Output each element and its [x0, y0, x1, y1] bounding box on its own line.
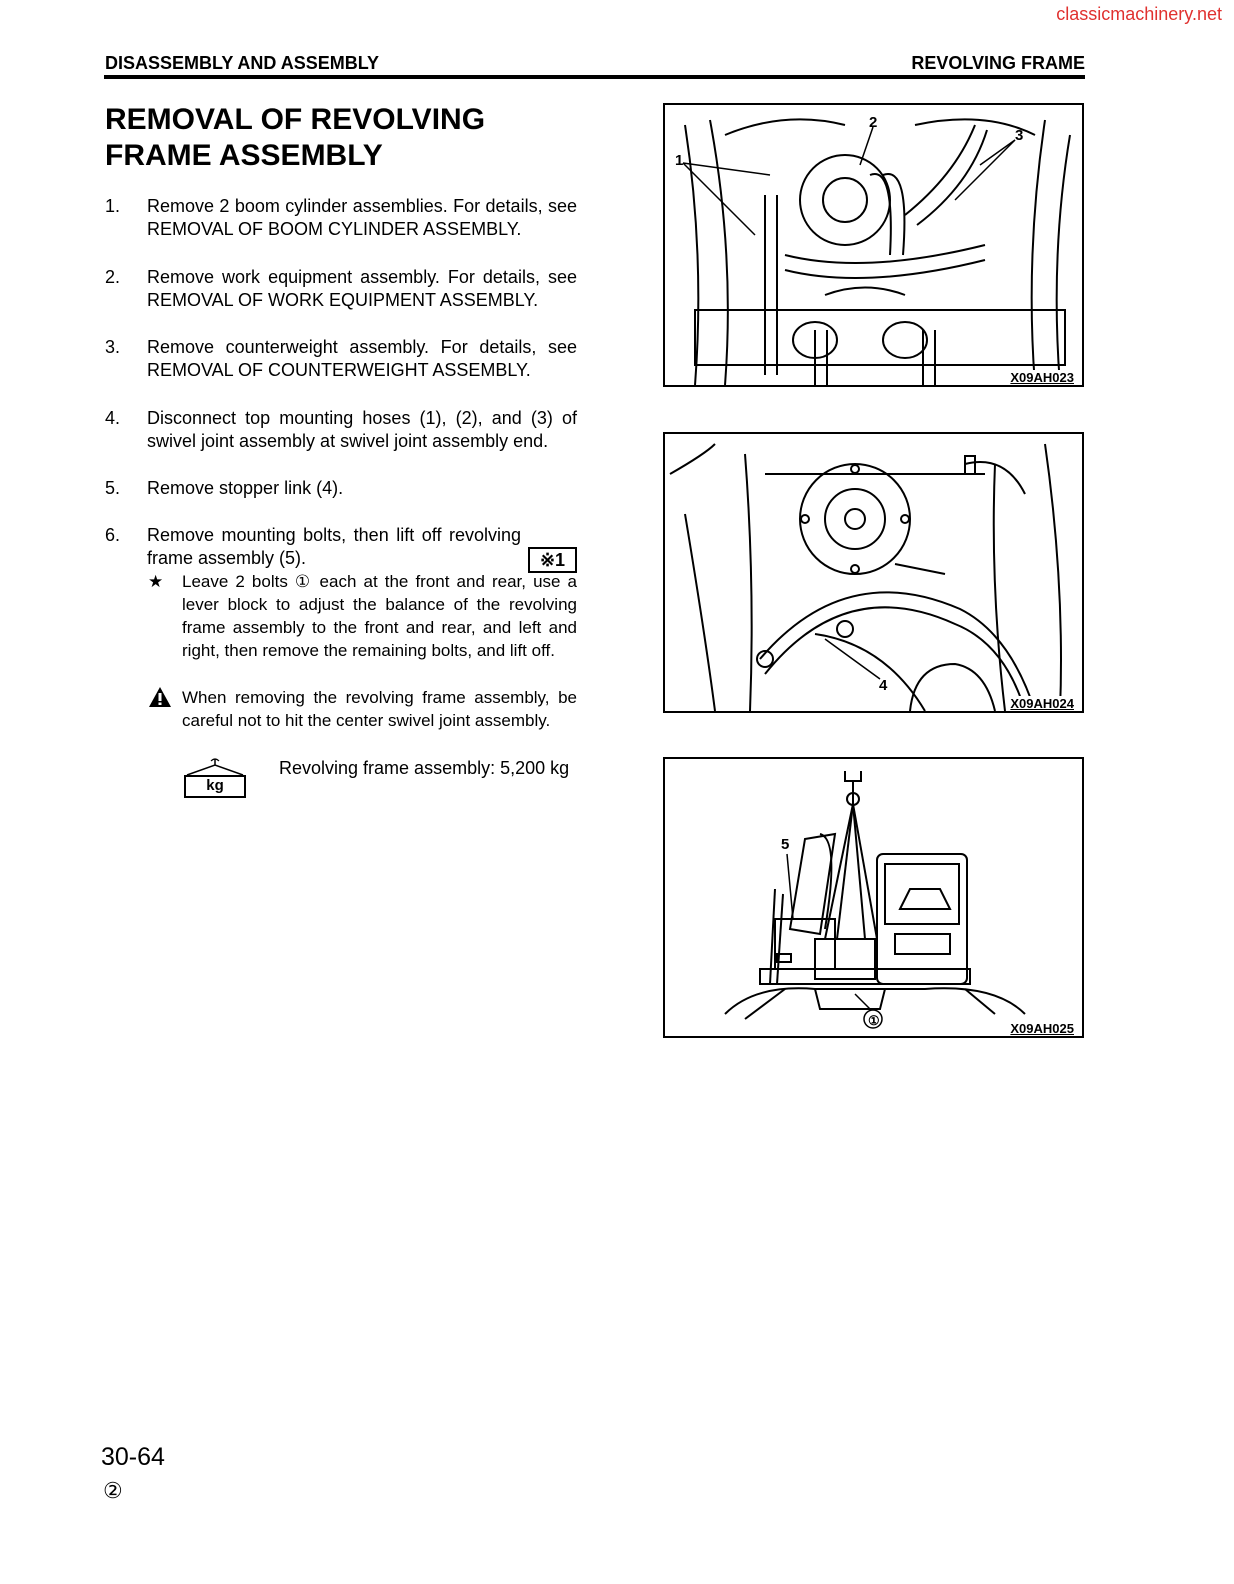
- star-note-text: Leave 2 bolts ① each at the front and rear, use a lever block to adjust the balance of the revolving frame assembly to the front and rear, and left and right, then remove the remaining bolts, and lift off.: [182, 572, 577, 660]
- step-text: Remove mounting bolts, then lift off revolving frame assembly (5).: [147, 525, 521, 568]
- step-6: [105, 524, 577, 572]
- step-3: [105, 336, 577, 384]
- step-text: Remove stopper link (4).: [147, 478, 344, 498]
- callout-2: 2: [869, 114, 878, 131]
- step-5: [105, 477, 577, 501]
- callout-5: 5: [781, 836, 790, 853]
- callout-3: 3: [1015, 127, 1024, 144]
- header-topic-title: REVOLVING FRAME: [911, 53, 1085, 73]
- figure-code: X09AH025: [1010, 1021, 1074, 1036]
- step-text: Disconnect top mounting hoses (1), (2), and (3) of swivel joint assembly at swivel joint assembly end.: [147, 408, 577, 451]
- figure-swivel-hoses: [663, 103, 1084, 387]
- step-number: 5.: [105, 478, 121, 498]
- figure-lift-off: [663, 757, 1084, 1038]
- step-1: [105, 195, 577, 243]
- warning-note: [148, 686, 577, 756]
- step-number: 3.: [105, 337, 121, 357]
- step-text: Remove counterweight assembly. For details, see REMOVAL OF COUNTERWEIGHT ASSEMBLY.: [147, 337, 577, 380]
- weight-icon: [183, 757, 247, 799]
- warning-note-text: When removing the revolving frame assembly, be careful not to hit the center swivel joint assembly.: [182, 688, 577, 730]
- page-title: REMOVAL OF REVOLVING FRAME ASSEMBLY: [105, 103, 486, 172]
- stopper-link-drawing: [665, 434, 1082, 711]
- reference-badge: ※1: [528, 547, 577, 573]
- weight-text: Revolving frame assembly: 5,200 kg: [279, 758, 570, 778]
- step-number: 1.: [105, 196, 121, 216]
- step-4: [105, 407, 577, 455]
- star-icon: ★: [148, 572, 164, 591]
- figure-stopper-link: [663, 432, 1084, 713]
- star-note: [148, 570, 577, 686]
- step-2: [105, 266, 577, 314]
- step-number: 2.: [105, 267, 121, 287]
- figure-code: X09AH024: [1010, 696, 1074, 711]
- revision-mark: ②: [103, 1478, 123, 1503]
- step-text: Remove 2 boom cylinder assemblies. For details, see REMOVAL OF BOOM CYLINDER ASSEMBLY.: [147, 196, 577, 239]
- swivel-hoses-drawing: [665, 105, 1082, 385]
- figure-code: X09AH023: [1010, 370, 1074, 385]
- callout-1: 1: [675, 152, 684, 169]
- lift-off-drawing: [665, 759, 1082, 1036]
- step-number: 6.: [105, 525, 121, 545]
- step-number: 4.: [105, 408, 121, 428]
- header-section-title: DISASSEMBLY AND ASSEMBLY: [105, 53, 380, 73]
- callout-circled-1: ①: [868, 1013, 880, 1028]
- warning-icon: [148, 686, 172, 714]
- page-number: 30-64: [101, 1443, 165, 1471]
- step-text: Remove work equipment assembly. For details, see REMOVAL OF WORK EQUIPMENT ASSEMBLY.: [147, 267, 577, 310]
- header-rule: [104, 75, 1085, 79]
- weight-unit: kg: [206, 777, 224, 794]
- callout-4: 4: [879, 677, 888, 694]
- watermark: classicmachinery.net: [1056, 4, 1222, 24]
